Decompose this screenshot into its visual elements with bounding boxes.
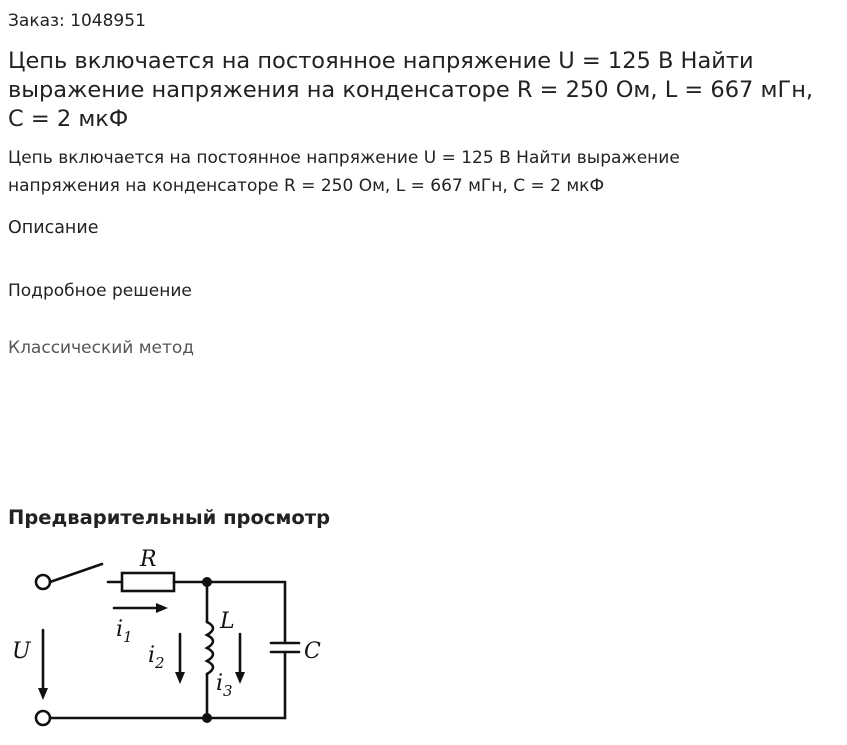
terminal-top [36, 575, 50, 589]
task-description-line: Цепь включается на постоянное напряжение U = 125 В Найти выражение [8, 148, 680, 168]
label-i2-sub: 2 [155, 654, 165, 672]
label-i1-main: i [116, 617, 124, 642]
current-arrow-i3-head [235, 672, 245, 684]
label-i1 [116, 617, 133, 646]
label-i1-sub: 1 [123, 628, 133, 646]
voltage-arrow-head [38, 688, 48, 700]
label-i2-main: i [148, 643, 156, 668]
current-arrow-i2-head [175, 672, 185, 684]
inductor [207, 622, 213, 674]
task-title: Цепь включается на постоянное напряжение U = 125 В Найти выражение напряжения на конденсаторе R = 250 Ом, L = 667 мГн, C = 2 мкФ [8, 48, 814, 132]
description-section-label: Описание [8, 218, 99, 238]
label-U: U [12, 639, 31, 664]
resistor [122, 573, 174, 591]
junction-node [202, 577, 212, 587]
label-i3-main: i [216, 671, 224, 696]
solution-section-label: Подробное решение [8, 281, 192, 301]
current-arrow-i1-head [156, 603, 168, 613]
terminal-bottom [36, 711, 50, 725]
label-R: R [140, 547, 157, 572]
task-description-line: напряжения на конденсаторе R = 250 Ом, L = 667 мГн, C = 2 мкФ [8, 176, 605, 196]
label-i3-sub: 3 [223, 682, 233, 700]
order-number: Заказ: 1048951 [8, 11, 146, 31]
switch-blade [50, 564, 102, 582]
junction-node [202, 713, 212, 723]
label-L: L [220, 609, 235, 634]
label-i3 [216, 671, 233, 700]
label-C: C [304, 639, 321, 664]
circuit-diagram [8, 540, 338, 740]
task-description [8, 144, 808, 200]
preview-heading: Предварительный просмотр [8, 506, 331, 529]
method-label: Классический метод [8, 338, 195, 358]
label-i2 [148, 643, 165, 672]
